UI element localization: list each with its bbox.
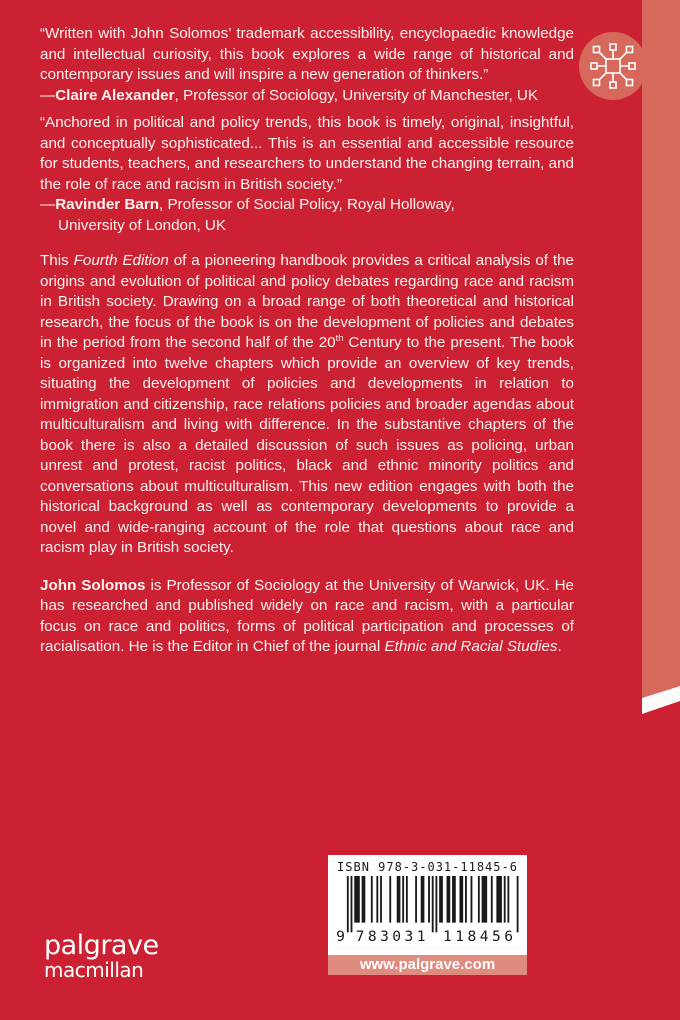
barcode-panel <box>328 855 527 975</box>
endorsement-2-quote: “Anchored in political and policy trends, this book is timely, original, insightful, and conceptually sophisticated... This is an essential and accessible resource for students, teachers, and researchers to understand the changing terrain, and the role of race and racism in British society.” <box>40 114 574 193</box>
barcode-digits-left: 783031 <box>355 928 426 944</box>
endorser-name: Claire Alexander <box>55 86 175 104</box>
spine-strip <box>642 0 680 712</box>
endorsement-1 <box>40 24 574 106</box>
endorsement-1-quote: “Written with John Solomos’ trademark accessibility, encyclopaedic knowledge and intellectual curiosity, this book explores a wide range of historical and contemporary issues and will inspire a new generation of thinkers.” <box>40 25 574 83</box>
barcode-digit-lead: 9 <box>336 928 345 944</box>
barcode-digits-right: 118456 <box>443 928 513 944</box>
publisher-logo <box>44 932 159 981</box>
series-badge <box>579 32 647 100</box>
endorsement-2-attribution: —Ravinder Barn, Professor of Social Policy, Royal Holloway, <box>40 196 455 213</box>
barcode-label <box>328 855 527 955</box>
isbn-number: ISBN 978-3-031-11845-6 <box>337 860 518 874</box>
back-cover-text-column <box>40 24 574 658</box>
endorsement-2-attribution-line2: University of London, UK <box>58 216 226 234</box>
edition-label: Fourth Edition <box>73 252 169 269</box>
barcode-bars <box>347 876 520 932</box>
endorser-name: Ravinder Barn <box>55 196 160 213</box>
endorsement-1-attribution: —Claire Alexander, Professor of Sociology, University of Manchester, UK <box>40 86 539 104</box>
network-node-icon <box>588 41 638 91</box>
publisher-logo-palgrave: palgrave <box>44 930 159 961</box>
journal-title: Ethnic and Racial Studies <box>384 638 558 655</box>
publisher-website: www.palgrave.com <box>328 955 527 975</box>
endorsement-2 <box>40 113 574 236</box>
author-bio: John Solomos is Professor of Sociology at the University of Warwick, UK. He has researched and published widely on race and racism, with a particular focus on race and politics, forms of political participation and processes of racialisation. He is the Editor in Chief of the journal Ethnic and Racial Studies. <box>40 576 574 655</box>
author-name: John Solomos <box>40 576 146 594</box>
ordinal-superscript: th <box>335 331 344 343</box>
book-description: This Fourth Edition of a pioneering handbook provides a critical analysis of the origins and evolution of political and policy debates regarding race and racism in British society. Drawing on a broad range of both theoretical and historical research, the focus of the book is on the development of policies and debates in the period from the second half of the 20th Century to the present. The book is organized into twelve chapters which provide an overview of key trends, situating the development of policies and developments in relation to immigration and citizenship, race relations policies and broader agendas about multiculturalism and living with difference. In the substantive chapters of the book there is also a detailed discussion of such issues as policing, urban unrest and protest, racist politics, black and ethnic minority politics and conversations about multiculturalism. This new edition engages with both the historical background as well as contemporary developments to provide a novel and wide-ranging account of the role that questions about race and racism play in British society. <box>40 252 575 556</box>
ean13-barcode <box>335 876 520 944</box>
publisher-logo-macmillan: macmillan <box>44 958 144 982</box>
